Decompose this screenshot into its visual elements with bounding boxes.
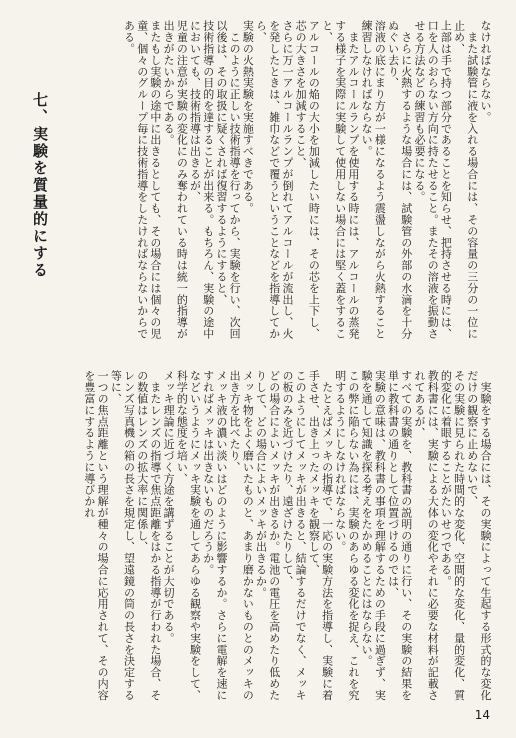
text-line: さらに万一アルコールランプが倒れてアルコールが流出し、火を発したときは、雑巾などで覆うということなどを指導してから、: [254, 20, 294, 340]
text-line: 実験をする場合には、その実験によって生起する形式的な変化だけの観察に止めないで、: [465, 370, 492, 701]
text-line: 教科書には、実験による大体の変化やそれに必要な材料が記載されてあるが、: [412, 370, 440, 701]
text-line: などいうようにメッキ実験を通してあらゆる観察や実験をして、科学的な態度を培い、: [175, 370, 202, 701]
upper-text-block: [122, 20, 492, 348]
lower-text-block: [83, 370, 492, 710]
text-line: 実験の意味は、教科書の事項を理解するための手段に過ぎず、実験を通して知識を探る考えをたかめることにはならない。: [360, 370, 387, 701]
text-line: たとえばメッキの指導で、一応の実験方法を指導し、実験に着手させ、出き上ったメッキを観察して、: [307, 370, 334, 701]
text-line: 実験の火熱実験を実施すべきである。: [241, 20, 255, 214]
text-line: 一つの焦点距離という理解が種々の場合に応用されて、その内容を豊富にするように導びかれ: [82, 370, 110, 701]
text-line: 上部は手で持つ部分であることを知らせ、把持させる時には、: [439, 20, 453, 340]
section-heading: 七、実験を質量的にする: [31, 92, 49, 279]
text-line: なければならない。: [479, 20, 492, 123]
text-line: またもし実験の途中に出きるとしても、その場合には個々の児童、個々のグループ毎に技術指導をしたければならないからである。: [122, 20, 162, 340]
text-line: このように正しい技術指導を行ってから、実験を行い、次回以後は、その取扱に疑くされば復習するようにすると、: [214, 20, 242, 340]
text-line: アルコールの焔の大小を加減したい時には、その芯を上下し、芯の大きさを加減すること、: [294, 20, 321, 340]
text-line: メッキ液の濃い淡いはどのように影響するか。さらに電解を速にすればメッキは出きないものだろうか。: [201, 370, 228, 701]
text-line: この弊に陥らない為には、実験のあらゆる変化を捉え、これを究明するようにしなければならない。: [333, 370, 360, 701]
text-line: その実験に見られた時間的な変化、空間的な変化、量的変化、質的変化に着眼することがたいせつである。: [439, 370, 466, 701]
text-line: さらに火熱するような場合には、試験管の外部の水滴を十分ぬぐい去り、: [386, 20, 413, 340]
text-line: レンズ写真機の箱の長さを規定し、望遠鏡の筒の長さを決定する等に、: [109, 370, 136, 701]
text-line: メッキ物をよく磨いたものと、あまり磨かないものとのメッキの出き方を比べたり、: [228, 370, 255, 701]
text-line: このようにしてメッキが出きると、結論するだけでなく、メッキの板のみを近づけたり、遠ざけたりして、: [280, 370, 308, 701]
text-line: またレンズの指導で焦点距離をはかる指導が行われた場合、その数値はレンズの拡大率に関係し、: [135, 370, 162, 701]
text-line: 口を人のおらない方向に持たせること。またその溶液を振動させる方法などの練習も必要になる。: [412, 20, 440, 340]
text-line: すべての実験を、教科書の説明の通りに行い、その実験の結果を単に教科書の通りとして位置づけるのでは、: [386, 370, 413, 701]
text-line: また試験管に液を入れる場合には、その容量の三分の一位に止め、: [452, 20, 479, 340]
page-number: 14: [474, 708, 490, 722]
text-line: 児童の注意が実験の変化にのみ奪われている時は統一的指導が出きがたいからである。: [162, 20, 189, 340]
text-line: メッキ理論に近づく方途を講ずることが大切である。: [162, 370, 176, 644]
text-line: 技術指導の目的を達することが出来る。もちろん、実験の途中においても、技術指導は出きるが、: [188, 20, 215, 340]
text-line: どの場合によいメッキが出きるか。電池の電圧を高めたり低めたりして、どの場合によいメッキが出きるか。: [254, 370, 281, 701]
text-line: 溶液の底にまり方が一様になるよう震盪しながら火熱すること練習しなければならない。: [360, 20, 387, 340]
text-line: またアルコールランプを使用する時には、アルコールの蒸発する様子を実際に実験して使用しない場合には堅く蓋をすること、: [320, 20, 360, 340]
